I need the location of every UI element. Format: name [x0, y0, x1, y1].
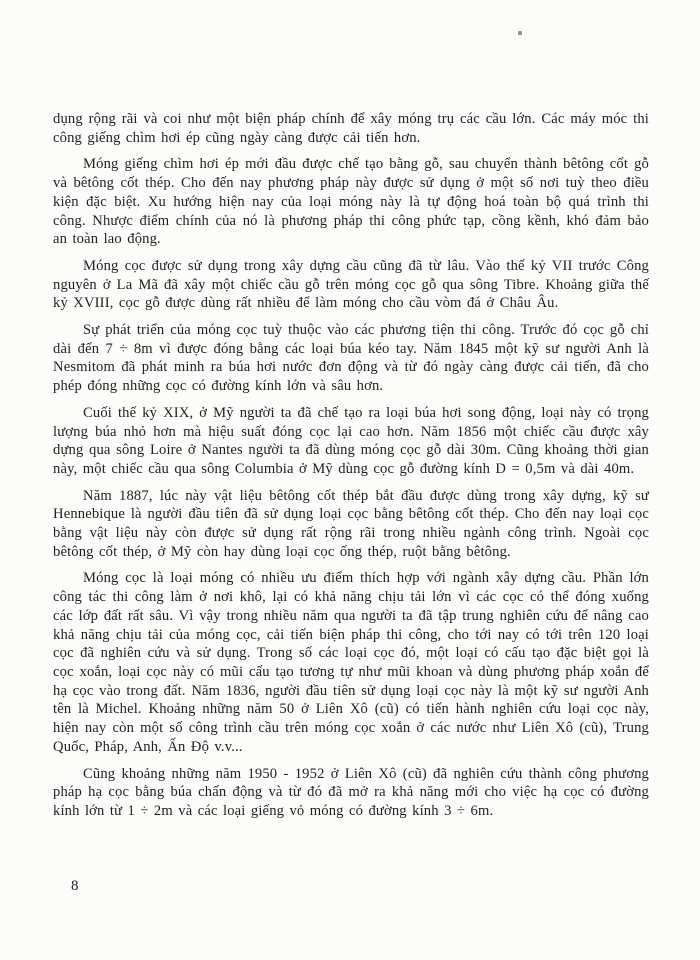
scan-artifact-dot — [518, 31, 522, 35]
paragraph-mong-coc-history: Móng cọc được sử dụng trong xây dựng cầu cũng đã từ lâu. Vào thế kỷ VII trước Công nguyên ở La Mã đã xây một chiếc cầu gỗ trên móng cọc gỗ qua sông Tibre. Khoảng giữa thế kỷ XVIII, cọc gỗ được dùng rất nhiều để làm móng cho cầu vòm đá ở Châu Âu. — [53, 257, 649, 312]
paragraph-su-phat-trien: Sự phát triển của móng cọc tuỳ thuộc vào các phương tiện thi công. Trước đó cọc gỗ chỉ dài đến 7 ÷ 8m vì được đóng bằng các loại búa kéo tay. Năm 1845 một kỹ sư người Anh là Nesmitom đã phát minh ra búa hơi nước đơn động và từ đó ngày càng được cải tiến, đã cho phép đóng những cọc có đường kính lớn và sâu hơn. — [53, 322, 649, 395]
paragraph-mong-coc-uu-diem: Móng cọc là loại móng có nhiều ưu điểm thích hợp với ngành xây dựng cầu. Phần lớn công tác thi công làm ở nơi khô, lại có khả năng chịu tải lớn vì các cọc có thể đóng xuống các lớp đất rất sâu. Vì vậy trong nhiều năm qua người ta đã tập trung nghiên cứu để nâng cao khả năng chịu tải của móng cọc, cải tiến biện pháp thi công, cho tới nay có tới trên 120 loại cọc đã nghiên cứu và sử dụng. Trong số các loại cọc đó, một loại có cấu tạo đặc biệt gọi là cọc xoắn, loại cọc này có mũi cấu tạo tương tự như mũi khoan và dùng phương pháp xoắn để hạ cọc vào trong đất. Năm 1836, người đầu tiên sử dụng loại cọc này là một kỹ sư người Anh tên là Michel. Khoảng những năm 50 ở Liên Xô (cũ) có tiến hành nghiên cứu loại cọc này, hiện nay còn một số công trình cầu trên móng cọc xoắn ở các nước như Liên Xô (cũ), Trung Quốc, Pháp, Anh, Ấn Độ v.v... — [53, 570, 649, 755]
paragraph-mong-gieng-chim: Móng giếng chìm hơi ép mới đầu được chế tạo bằng gỗ, sau chuyển thành bêtông cốt gỗ và bêtông cốt thép. Cho đến nay phương pháp này được sử dụng ở một số nơi tuỳ theo điều kiện đặc biệt. Xu hướng hiện nay của loại móng này là tự động hoá toàn bộ quá trình thi công. Nhược điểm chính của nó là phương pháp thi công phức tạp, cồng kềnh, khó đảm bảo an toàn lao động. — [53, 156, 649, 248]
paragraph-nam-1950-1952: Cũng khoảng những năm 1950 - 1952 ở Liên Xô (cũ) đã nghiên cứu thành công phương pháp hạ cọc bằng búa chấn động và từ đó đã mở ra khả năng mới cho việc hạ cọc có đường kính lớn từ 1 ÷ 2m và các loại giếng vỏ móng có đường kính 3 ÷ 6m. — [53, 765, 649, 819]
paragraph-cuoi-the-ky-xix: Cuối thế kỷ XIX, ở Mỹ người ta đã chế tạo ra loại búa hơi song động, loại này có trọng lượng búa nhỏ hơn mà hiệu suất đóng cọc lại cao hơn. Năm 1856 một chiếc cầu được xây dựng qua sông Loire ở Nantes người ta đã dùng móng cọc gỗ dài 30m. Cũng khoảng thời gian này, một chiếc cầu qua sông Columbia ở Mỹ dùng cọc gỗ đường kính D = 0,5m và dài 40m. — [53, 404, 649, 477]
paragraph-continuation: dụng rộng rãi và coi như một biện pháp chính để xây móng trụ các cầu lớn. Các máy móc thi công giếng chìm hơi ép cũng ngày càng được cải tiến hơn. — [53, 111, 649, 146]
paragraph-nam-1887: Năm 1887, lúc này vật liệu bêtông cốt thép bắt đầu được dùng trong xây dựng, kỹ sư Hennebique là người đầu tiên đã sử dụng loại cọc bằng bêtông cốt thép. Cho đến nay loại cọc bằng vật liệu này còn được sử dụng rất rộng rãi trong nhiều ngành công trình. Ngoài cọc bêtông cốt thép, ở Mỹ còn hay dùng loại cọc ống thép, ruột bằng bêtông. — [53, 487, 649, 560]
body-text — [53, 110, 649, 829]
page-number: 8 — [71, 878, 79, 894]
